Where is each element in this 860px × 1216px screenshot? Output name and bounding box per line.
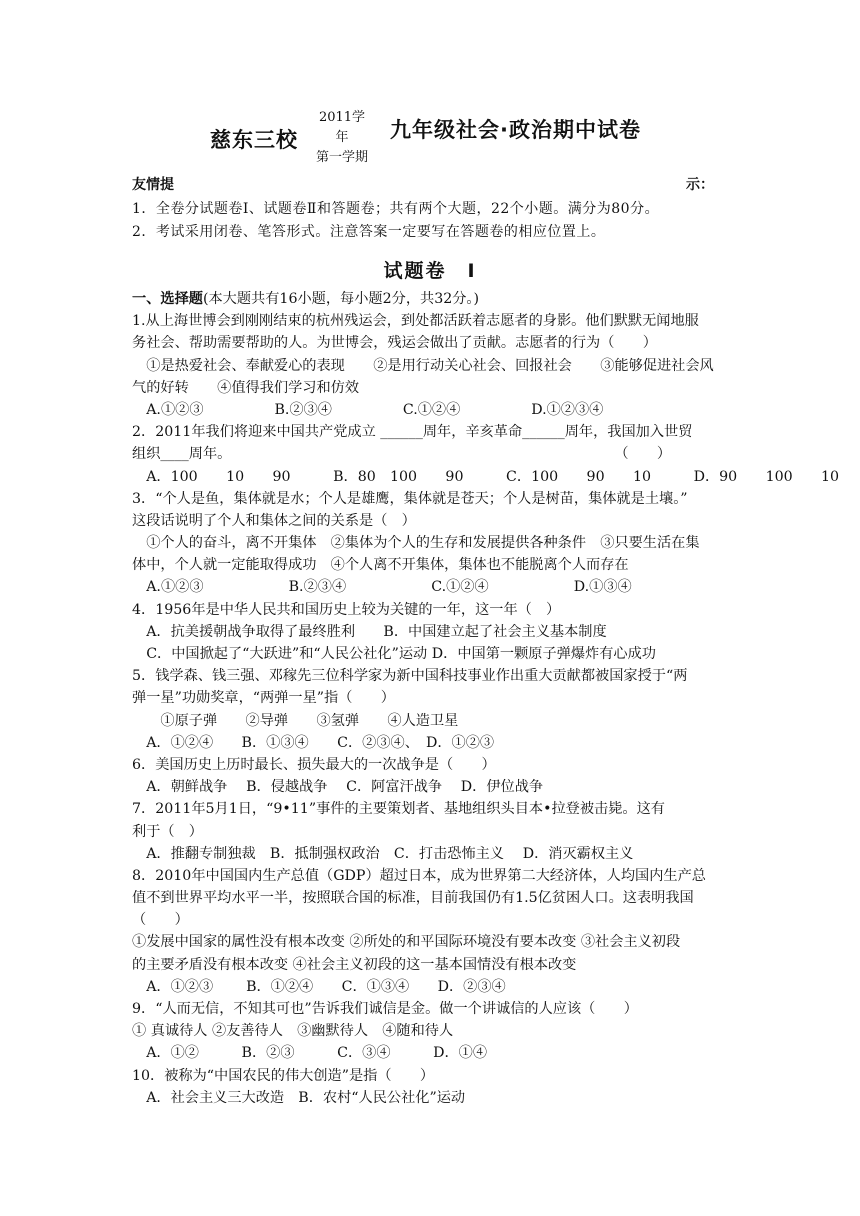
answer-options: A．抗美援朝战争取得了最终胜利 B．中国建立起了社会主义基本制度 — [132, 623, 607, 640]
term-label — [312, 108, 372, 168]
term-year: 2011学 — [318, 110, 366, 125]
answer-options: A.①②③ B.②③④ C.①②④ D.①②③④ — [132, 401, 604, 418]
question-line: 10．被称为“中国农民的伟大创造”是指（ ） — [132, 1067, 435, 1084]
term-semester: 第一学期 — [315, 150, 368, 165]
question-line: 7．2011年5月1日，“9•11”事件的主要策划者、基地组织头目本•拉登被击毙。这有 — [132, 801, 665, 818]
question-line: 5．钱学森、钱三强、邓稼先三位科学家为新中国科技事业作出重大贡献都被国家授于“两 — [132, 668, 688, 685]
exam-header — [0, 104, 860, 174]
friendly-notice — [132, 174, 714, 194]
answer-options: A．①②④ B．①③④ C．②③④、 D．①②③ — [132, 734, 495, 751]
exam-title: 九年级社会·政治期中试卷 — [390, 118, 641, 142]
term-nian: 年 — [335, 130, 349, 145]
answer-options: A．社会主义三大改造 B．农村“人民公社化”运动 — [132, 1089, 466, 1106]
question-line: 这段话说明了个人和集体之间的关系是（ ） — [132, 512, 416, 529]
answer-options: A．推翻专制独裁 B．抵制强权政治 C．打击恐怖主义 D．消灭霸权主义 — [132, 845, 634, 862]
question-line: 体中，个人就一定能取得成功 ④个人离不开集体，集体也不能脱离个人而存在 — [132, 557, 629, 574]
volume-title: 试题卷 Ⅰ — [383, 260, 477, 282]
notice-right: 示： — [686, 177, 714, 193]
answer-options: A．朝鲜战争 B．侵越战争 C．阿富汗战争 D．伊位战争 — [132, 779, 544, 796]
question-line: （ ） — [132, 912, 189, 929]
question-line: ① 真诚待人 ②友善待人 ③幽默待人 ④随和待人 — [132, 1023, 454, 1040]
question-line: 组织____周年。 （ ） — [132, 446, 672, 463]
question-line: 6．美国历史上历时最长、损失最大的一次战争是（ ） — [132, 756, 496, 773]
answer-options: A.①②③ B.②③④ C.①②④ D.①③④ — [132, 579, 632, 596]
question-line: ①个人的奋斗，离不开集体 ②集体为个人的生存和发展提供各种条件 ③只要生活在集 — [132, 535, 700, 552]
section-title: 一、选择题 — [132, 291, 203, 307]
question-line: 1.从上海世博会到刚刚结束的杭州残运会，到处都活跃着志愿者的身影。他们默默无闻地服 — [132, 313, 699, 330]
notice-left: 友情提 — [132, 177, 174, 193]
question-body — [132, 288, 840, 1109]
exam-rules — [132, 198, 732, 244]
question-line: 3．“个人是鱼，集体就是水；个人是雄鹰，集体就是苍天；个人是树苗，集体就是土壤。” — [132, 490, 688, 507]
question-line: 9．“人而无信，不知其可也”告诉我们诚信是金。做一个讲诚信的人应该（ ） — [132, 1001, 638, 1017]
section-desc: (本大题共有16小题，每小题2分，共32分。) — [202, 291, 480, 307]
question-line: ①是热爱社会、奉献爱心的表现 ②是用行动关心社会、回报社会 ③能够促进社会风 — [132, 357, 714, 374]
question-line: 务社会、帮助需要帮助的人。为世博会，残运会做出了贡献。志愿者的行为（ ） — [132, 335, 657, 352]
question-line: ①发展中国家的属性没有根本改变 ②所处的和平国际环境没有要本改变 ③社会主义初段 — [132, 934, 681, 951]
answer-options: A．①②③ B．①②④ C．①③④ D．②③④ — [132, 978, 506, 995]
section-heading — [132, 288, 736, 310]
answer-options: A．100 10 90 B．80 100 90 C．100 90 10 D．90 100 10 — [132, 468, 840, 485]
rule-2: 2．考试采用闭卷、笔答形式。注意答案一定要写在答题卷的相应位置上。 — [132, 224, 606, 240]
school-name: 慈东三校 — [210, 128, 298, 152]
question-line: 的主要矛盾没有根本改变 ④社会主义初段的这一基本国情没有根本改变 — [132, 956, 577, 973]
question-line: 2．2011年我们将迎来中国共产党成立 ______周年，辛亥革命______周年，我国加入世贸 — [132, 424, 693, 441]
answer-options: C．中国掀起了“大跃进”和“人民公社化”运动 D．中国第一颗原子弹爆炸有心成功 — [132, 646, 656, 662]
question-line: 气的好转 ④值得我们学习和仿效 — [132, 379, 360, 396]
question-line: ①原子弹 ②导弹 ③氢弹 ④人造卫星 — [132, 712, 459, 729]
question-line: 值不到世界平均水平一半，按照联合国的标准，目前我国仍有1.5亿贫困人口。这表明我国 — [132, 890, 694, 907]
rule-1: 1．全卷分试题卷Ⅰ、试题卷Ⅱ和答题卷；共有两个大题，22个小题。满分为80分。 — [132, 201, 660, 217]
question-line: 8．2010年中国国内生产总值（GDP）超过日本，成为世界第二大经济体，人均国内生产总 — [132, 867, 706, 884]
question-line: 弹一星”功勋奖章，“两弹一星”指（ ） — [132, 690, 395, 707]
question-line: 4．1956年是中华人民共和国历史上较为关键的一年，这一年（ ） — [132, 601, 561, 618]
answer-options: A．①② B．②③ C．③④ D．①④ — [132, 1045, 488, 1062]
question-line: 利于（ ） — [132, 823, 203, 840]
